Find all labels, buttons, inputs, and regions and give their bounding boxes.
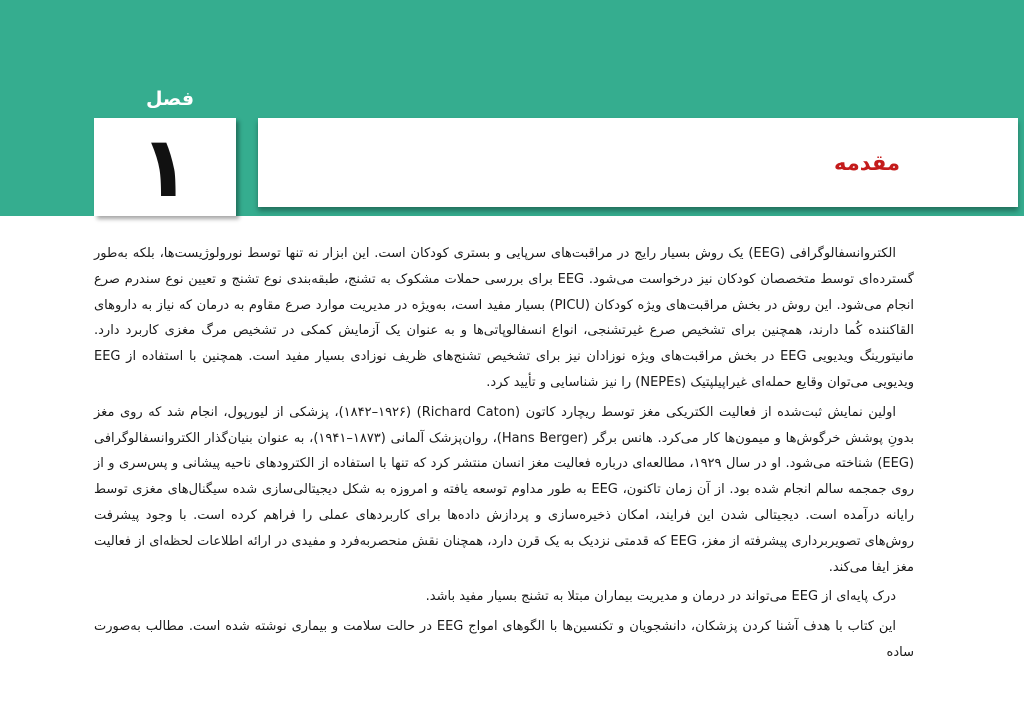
chapter-title-box: [258, 118, 1018, 207]
chapter-title: مقدمه: [834, 151, 900, 175]
paragraph: اولین نمایش ثبت‌شده از فعالیت الکتریکی مغز توسط ریچارد کاتون (Richard Caton) (۱۸۴۲–۱۹۲۶)، پزشکی از لیورپول، انجام شد که روی مغز بدونِ پوشش خرگوش‌ها و میمون‌ها کار می‌کرد. هانس برگر (Hans Berger)، روان‌پزشک آلمانی (۱۸۷۳–۱۹۴۱)، به عنوان بنیان‌گذار الکتروانسفالوگرافی (EEG) شناخته می‌شود. او در سال ۱۹۲۹، مطالعه‌ای درباره فعالیت مغز انسان منتشر کرد که تنها با استفاده از الکترودهای ناحیه پیشانی و پس‌سری و از روی جمجمه سالم انجام شده بود. از آن زمان تاکنون، EEG به طور مداوم توسعه یافته و امروزه به شکل دیجیتالی‌سازی شده سیگنال‌های مغزی توسط رایانه درآمده است. دیجیتالی شدن این فرایند، امکان ذخیره‌سازی و پردازش داده‌ها برای کاربردهای عملی را فراهم کرده است. با وجود پیشرفت روش‌های تصویربرداری پیشرفته از مغز، EEG که قدمتی نزدیک به یک قرن دارد، همچنان نقش منحصربه‌فرد و مفیدی در ارائه اطلاعات لحظه‌ای از فعالیت مغز ایفا می‌کند.: [94, 404, 915, 575]
paragraph: این کتاب با هدف آشنا کردن پزشکان، دانشجویان و تکنسین‌ها با الگوهای امواج EEG در حالت سلامت و بیماری نوشته شده است. مطالب به‌صورت ساده: [94, 619, 914, 660]
chapter-number: ۱: [139, 118, 191, 216]
body-text: [94, 241, 914, 670]
chapter-number-box: [94, 118, 236, 216]
paragraph: درک پایه‌ای از EEG می‌تواند در درمان و مدیریت بیماران مبتلا به تشنج بسیار مفید باشد.: [425, 589, 896, 605]
chapter-label: فصل: [145, 88, 195, 110]
paragraph: الکتروانسفالوگرافی (EEG) یک روش بسیار رایج در مراقبت‌های سرپایی و بستری کودکان است. این ابزار نه تنها توسط نورولوژیست‌ها، بلکه به‌طور گسترده‌ای توسط متخصصان کودکان نیز درخواست می‌شود. EEG برای بررسی حملات مشکوک به تشنج، طبقه‌بندی نوع تشنج و تعیین نوع سندرم صرع انجام می‌شود. این روش در بخش مراقبت‌های ویژه کودکان (PICU) بسیار مفید است، به‌ویژه در مدیریت موارد صرع مقاوم به درمان که نیاز به داروهای القاکننده کُما دارند، همچنین برای تشخیص صرع غیرتشنجی، انواع انسفالوپاتی‌ها و به عنوان یک آزمایش کمکی در تشخیص مرگ مغزی کاربرد دارد. مانیتورینگ ویدیویی EEG در بخش مراقبت‌های ویژه نوزادان نیز برای تشخیص تشنج‌های ظریف نوزادی بسیار مفید است. همچنین با استفاده از EEG ویدیویی می‌توان وقایع حمله‌ای غیراپیلپتیک (NEPEs) را نیز شناسایی و تأیید کرد.: [94, 246, 914, 390]
